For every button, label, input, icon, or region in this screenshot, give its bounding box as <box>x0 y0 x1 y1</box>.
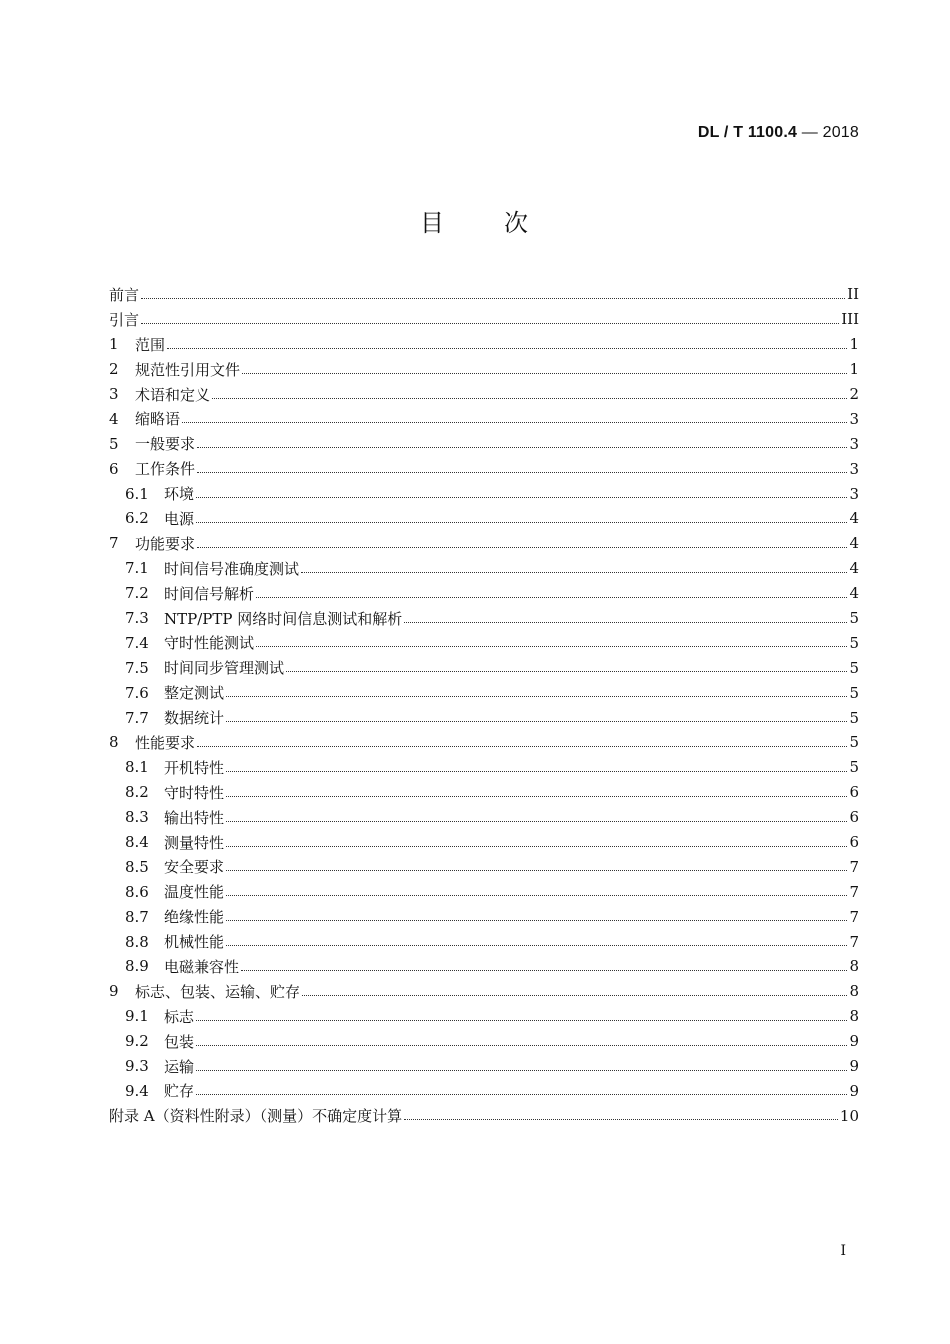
toc-entry-title: 电磁兼容性 <box>164 957 240 976</box>
toc-entry-title: 标志 <box>164 1007 195 1026</box>
toc-entry-title: 绝缘性能 <box>164 908 225 927</box>
toc-entry-page: 5 <box>849 633 859 652</box>
toc-entry-number: 8.7 <box>125 907 149 926</box>
dot-leader <box>301 572 847 573</box>
toc-entry[interactable] <box>109 332 859 357</box>
toc-entry-page: 3 <box>849 434 859 453</box>
toc-entry-page: 7 <box>849 932 859 951</box>
toc-entry-title: 性能要求 <box>135 733 196 752</box>
toc-entry-number: 5 <box>109 434 119 453</box>
toc-entry[interactable] <box>109 307 859 332</box>
dot-leader <box>226 895 847 896</box>
toc-entry[interactable] <box>109 1054 859 1079</box>
toc-entry-title: 运输 <box>164 1057 195 1076</box>
toc-entry-page: 3 <box>849 409 859 428</box>
toc-entry-number: 6.2 <box>125 509 149 528</box>
dot-leader <box>226 821 847 822</box>
dot-leader <box>167 348 847 349</box>
toc-entry-number: 8.8 <box>125 932 149 951</box>
toc-entry-title: 前言 <box>109 285 140 304</box>
toc-entry[interactable] <box>109 382 859 407</box>
dot-leader <box>404 1119 838 1120</box>
toc-entry[interactable] <box>109 680 859 705</box>
toc-entry-title: 时间信号准确度测试 <box>164 559 300 578</box>
toc-entry-title: 安全要求 <box>164 858 225 877</box>
toc-entry-page: 9 <box>849 1081 859 1100</box>
toc-entry-number: 1 <box>109 335 119 354</box>
toc-entry-page: 8 <box>849 957 859 976</box>
toc-entry[interactable] <box>109 1004 859 1029</box>
toc-entry[interactable] <box>109 904 859 929</box>
dot-leader <box>196 522 847 523</box>
dot-leader <box>404 622 847 623</box>
dot-leader <box>196 497 847 498</box>
toc-entry-title: 测量特性 <box>164 833 225 852</box>
toc-entry-page: 4 <box>849 584 859 603</box>
toc-entry[interactable] <box>109 929 859 954</box>
toc-entry-number: 7.2 <box>125 584 149 603</box>
toc-entry[interactable] <box>109 805 859 830</box>
toc-entry-number: 8.3 <box>125 808 149 827</box>
toc-entry-page: 5 <box>849 609 859 628</box>
toc-entry-title: 电源 <box>164 509 195 528</box>
toc-entry-number: 7.5 <box>125 658 149 677</box>
dot-leader <box>226 771 847 772</box>
toc-entry-page: 1 <box>849 360 859 379</box>
toc-entry[interactable] <box>109 456 859 481</box>
toc-entry[interactable] <box>109 954 859 979</box>
toc-entry-title: NTP/PTP 网络时间信息测试和解析 <box>164 609 403 628</box>
toc-entry-page: 5 <box>849 683 859 702</box>
toc-entry-number: 6 <box>109 459 119 478</box>
toc-entry-number: 9.2 <box>125 1032 149 1051</box>
dot-leader <box>141 323 839 324</box>
toc-entry-title: 开机特性 <box>164 758 225 777</box>
toc-entry-number: 9 <box>109 982 119 1001</box>
toc-entry-title: 守时性能测试 <box>164 634 255 653</box>
dot-leader <box>141 298 845 299</box>
toc-entry-page: 8 <box>849 1007 859 1026</box>
toc-entry-number: 8.1 <box>125 758 149 777</box>
dot-leader <box>212 398 847 399</box>
toc-entry-number: 4 <box>109 409 119 428</box>
toc-entry[interactable] <box>109 282 859 307</box>
dot-leader <box>226 945 847 946</box>
toc-entry-title: 输出特性 <box>164 808 225 827</box>
toc-entry-page: 4 <box>849 534 859 553</box>
toc-entry-page: 5 <box>849 758 859 777</box>
toc-entry-number: 6.1 <box>125 484 149 503</box>
toc-entry-number: 9.1 <box>125 1007 149 1026</box>
toc-entry-title: 标志、包装、运输、贮存 <box>135 982 301 1001</box>
toc-entry-page: 2 <box>849 385 859 403</box>
toc-entry-title: 附录 A（资料性附录）（测量）不确定度计算 <box>109 1107 403 1126</box>
toc-entry-title: 术语和定义 <box>135 385 211 404</box>
dot-leader <box>197 547 847 548</box>
toc-entry-number: 7.4 <box>125 633 149 652</box>
toc-entry-number: 7.1 <box>125 559 149 578</box>
dot-leader <box>241 970 847 971</box>
toc-entry-title: 工作条件 <box>135 460 196 479</box>
toc-entry-number: 8.9 <box>125 957 149 976</box>
toc-entry[interactable] <box>109 406 859 431</box>
toc-entry[interactable] <box>109 755 859 780</box>
toc-entry-page: 9 <box>849 1057 859 1076</box>
dot-leader <box>242 373 847 374</box>
dot-leader <box>196 1094 847 1095</box>
dot-leader <box>197 746 847 747</box>
toc-entry-page: 7 <box>849 907 859 926</box>
toc-entry-number: 2 <box>109 360 119 379</box>
toc-entry[interactable] <box>109 481 859 506</box>
dot-leader <box>197 472 847 473</box>
dot-leader <box>256 646 847 647</box>
toc-entry-number: 8 <box>109 733 119 752</box>
toc-entry-page: 7 <box>849 857 859 876</box>
toc-entry-number: 8.2 <box>125 783 149 802</box>
toc-entry-page: 5 <box>849 733 859 752</box>
toc-entry-page: 6 <box>849 783 859 802</box>
toc-entry-number: 7.6 <box>125 683 149 702</box>
toc-entry-page: 5 <box>849 708 859 727</box>
toc-entry[interactable] <box>109 357 859 382</box>
toc-entry-page: 8 <box>849 982 859 1001</box>
standard-code <box>698 124 859 142</box>
toc-entry-number: 9.3 <box>125 1057 149 1076</box>
toc-entry-page: 6 <box>849 833 859 852</box>
toc-entry-title: 时间同步管理测试 <box>164 659 285 678</box>
toc-entry[interactable] <box>109 506 859 531</box>
toc-entry-page: 9 <box>849 1032 859 1051</box>
dot-leader <box>226 721 847 722</box>
toc-entry-page: 4 <box>849 559 859 578</box>
page-title <box>0 203 950 238</box>
dot-leader <box>196 1045 847 1046</box>
dot-leader <box>197 447 847 448</box>
toc-entry-title: 贮存 <box>164 1082 195 1101</box>
dot-leader <box>196 1020 847 1021</box>
title-char-2: 次 <box>504 209 530 237</box>
standard-separator: — <box>797 124 823 141</box>
toc-entry[interactable] <box>109 854 859 879</box>
toc-entry-title: 规范性引用文件 <box>135 360 241 379</box>
dot-leader <box>226 920 847 921</box>
toc-entry-number: 8.5 <box>125 857 149 876</box>
toc-entry-page: 3 <box>849 459 859 478</box>
toc-entry-title: 引言 <box>109 310 140 329</box>
toc-entry-title: 缩略语 <box>135 410 181 429</box>
toc-entry-page: II <box>847 285 859 304</box>
toc-entry-title: 包装 <box>164 1032 195 1051</box>
table-of-contents <box>109 282 859 1128</box>
toc-entry-title: 整定测试 <box>164 684 225 703</box>
toc-entry[interactable] <box>109 705 859 730</box>
page-number: I <box>840 1243 846 1259</box>
standard-number: DL / T 1100.4 <box>697 124 798 141</box>
dot-leader <box>256 597 847 598</box>
toc-entry[interactable] <box>109 1079 859 1104</box>
toc-entry[interactable] <box>109 431 859 456</box>
toc-entry[interactable] <box>109 979 859 1004</box>
dot-leader <box>226 696 847 697</box>
toc-entry-page: III <box>841 310 859 329</box>
toc-entry-title: 守时特性 <box>164 783 225 802</box>
toc-entry-title: 功能要求 <box>135 534 196 553</box>
dot-leader <box>226 846 847 847</box>
dot-leader <box>196 1070 847 1071</box>
toc-entry-title: 时间信号解析 <box>164 584 255 603</box>
toc-entry-title: 环境 <box>164 485 195 504</box>
toc-entry[interactable] <box>109 606 859 631</box>
toc-entry[interactable] <box>109 581 859 606</box>
toc-entry-title: 数据统计 <box>164 709 225 728</box>
dot-leader <box>226 870 847 871</box>
toc-entry[interactable] <box>109 730 859 755</box>
toc-entry-page: 4 <box>849 509 859 528</box>
title-char-1: 目 <box>420 209 446 237</box>
toc-entry[interactable] <box>109 630 859 655</box>
toc-entry[interactable] <box>109 531 859 556</box>
toc-entry[interactable] <box>109 879 859 904</box>
toc-entry[interactable] <box>109 780 859 805</box>
toc-entry[interactable] <box>109 556 859 581</box>
toc-entry-title: 一般要求 <box>135 435 196 454</box>
toc-entry-title: 温度性能 <box>164 883 225 902</box>
toc-entry-number: 7.7 <box>125 708 149 727</box>
toc-entry[interactable] <box>109 1029 859 1054</box>
standard-year: 2018 <box>822 124 859 141</box>
toc-entry-number: 8.6 <box>125 882 149 901</box>
toc-entry-page: 10 <box>839 1106 859 1125</box>
dot-leader <box>302 995 847 996</box>
toc-entry[interactable] <box>109 1103 859 1128</box>
dot-leader <box>182 422 847 423</box>
toc-entry-page: 1 <box>849 335 859 354</box>
toc-entry-page: 3 <box>849 484 859 503</box>
toc-entry[interactable] <box>109 830 859 855</box>
toc-entry-title: 机械性能 <box>164 933 225 952</box>
toc-entry-page: 7 <box>849 882 859 901</box>
toc-entry-number: 9.4 <box>125 1081 149 1100</box>
toc-entry-page: 5 <box>849 658 859 677</box>
toc-entry-page: 6 <box>849 808 859 827</box>
dot-leader <box>226 796 847 797</box>
toc-entry[interactable] <box>109 655 859 680</box>
toc-entry-title: 范围 <box>135 335 166 354</box>
toc-entry-number: 7.3 <box>125 609 149 628</box>
toc-entry-number: 3 <box>109 385 119 403</box>
toc-entry-number: 8.4 <box>125 833 149 852</box>
dot-leader <box>286 671 847 672</box>
toc-entry-number: 7 <box>109 534 119 553</box>
